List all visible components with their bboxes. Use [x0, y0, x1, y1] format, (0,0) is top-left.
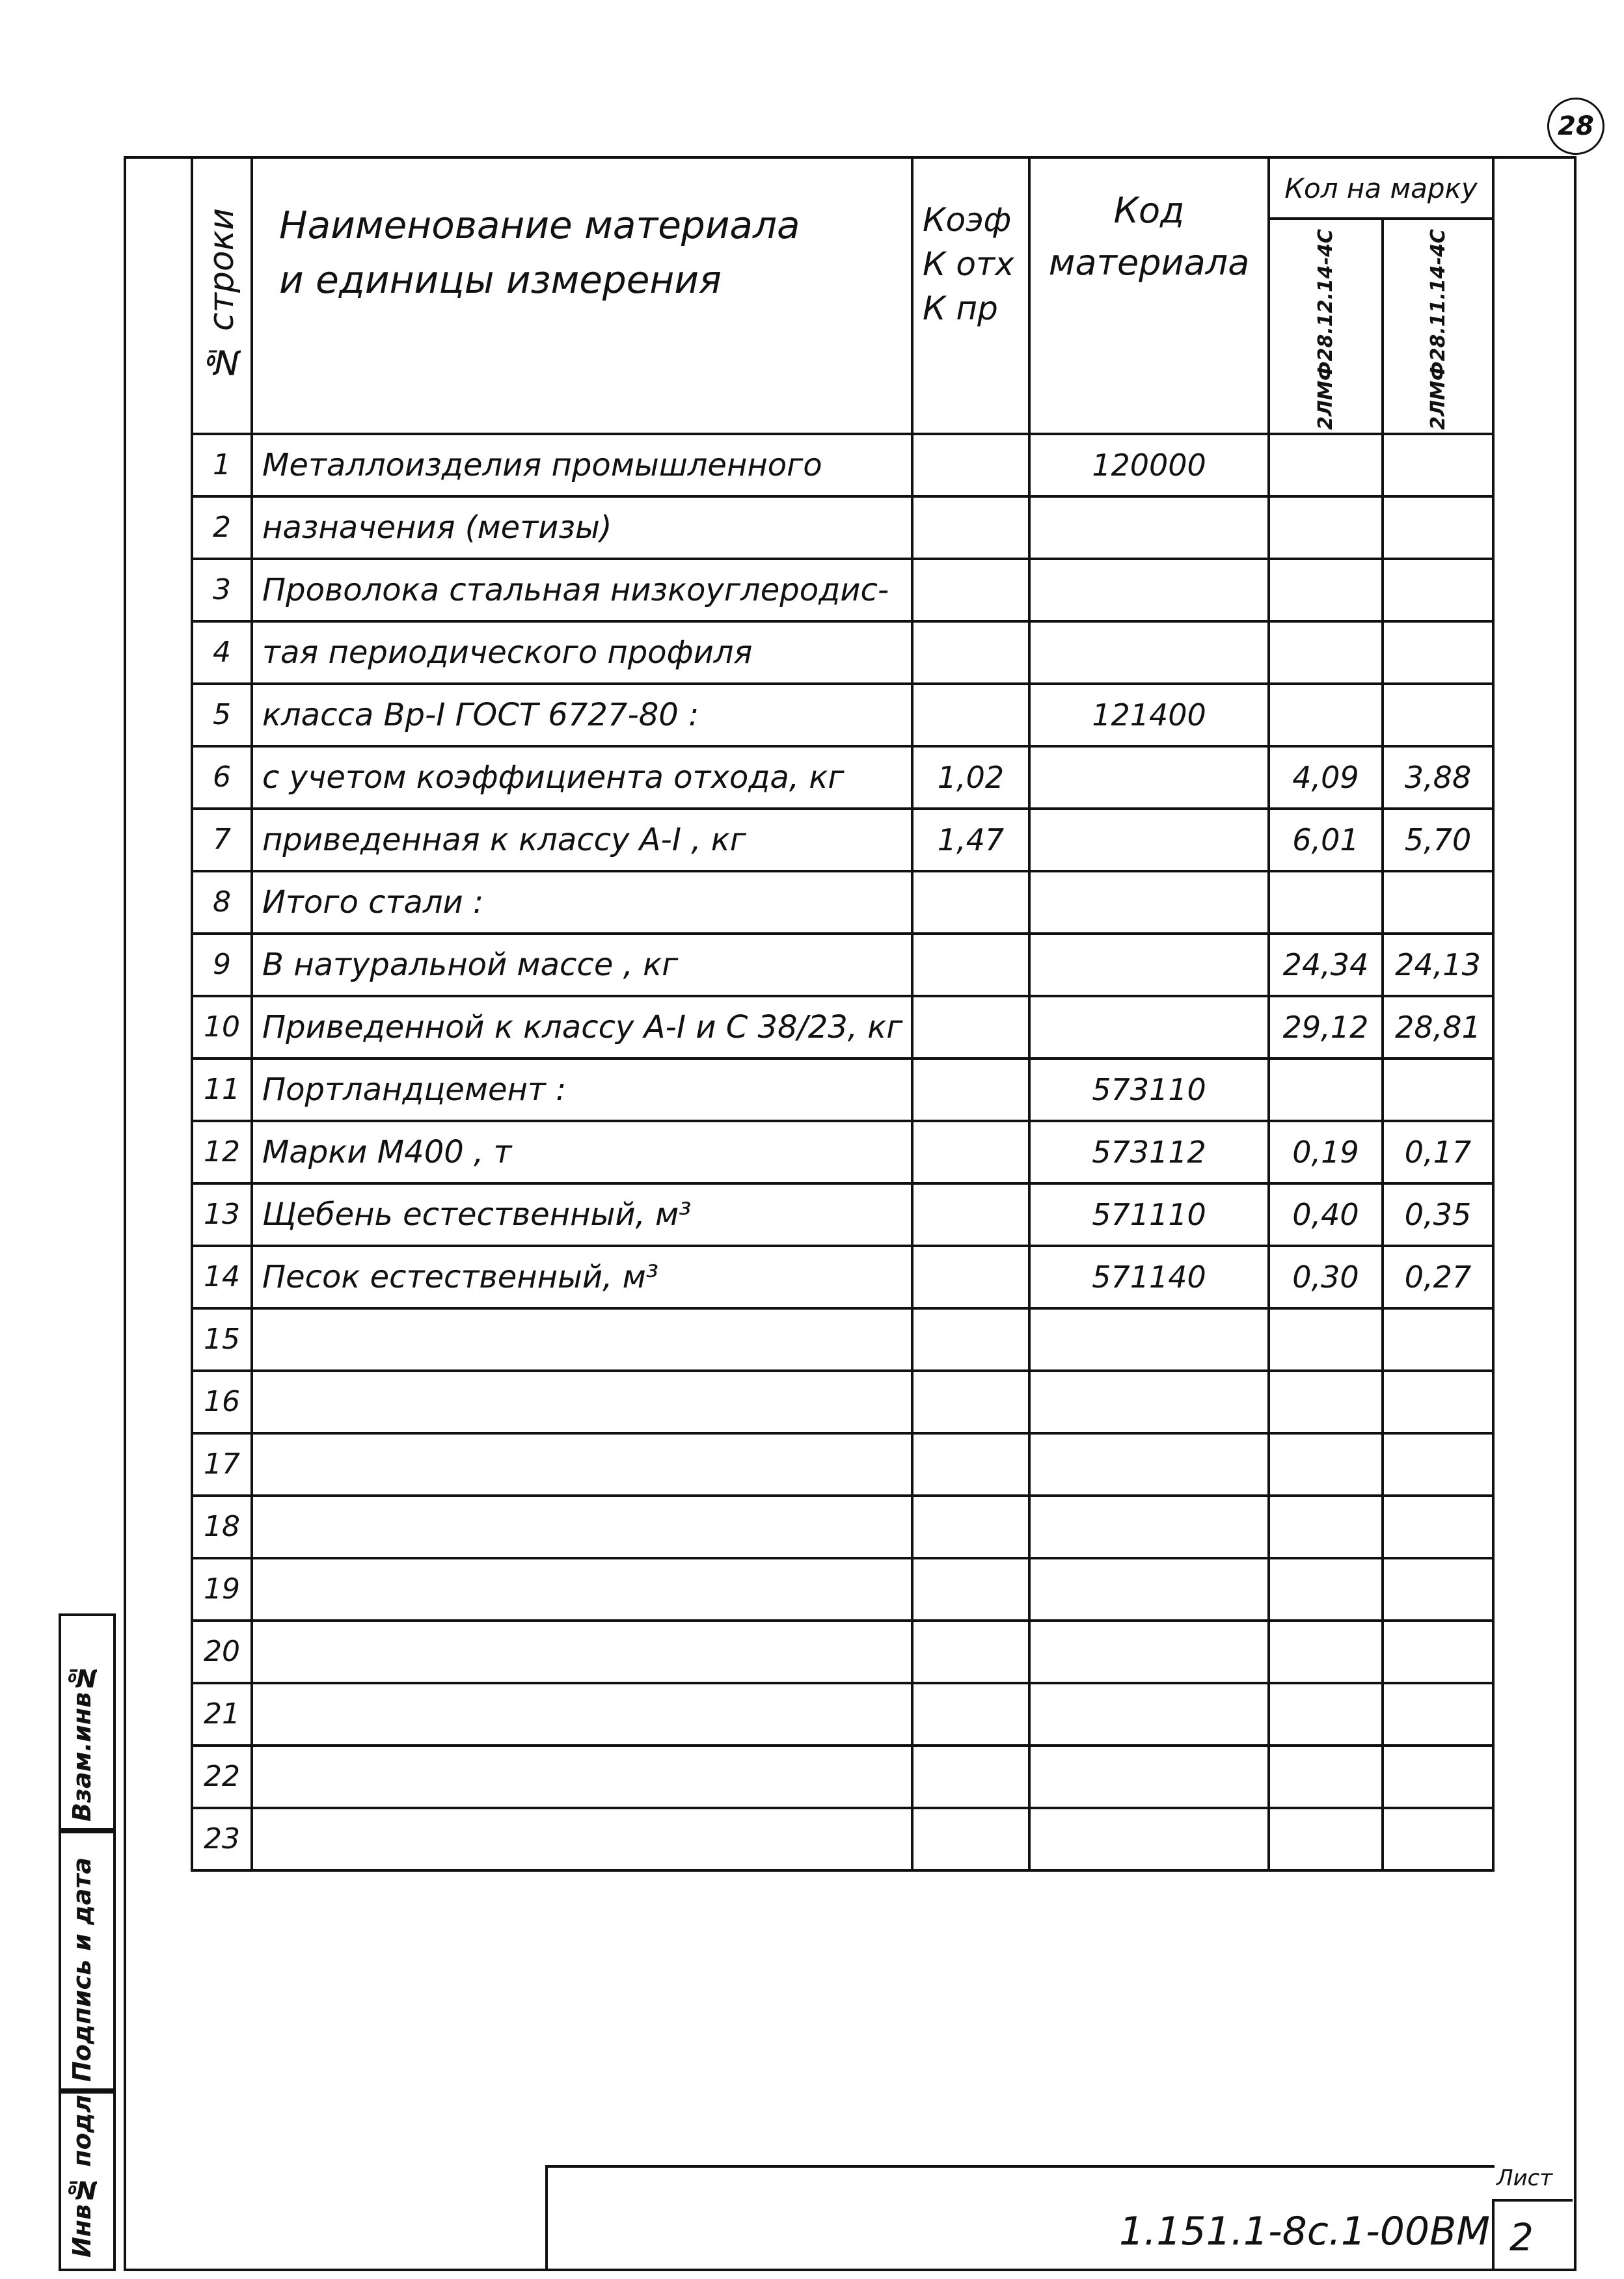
material-code-cell — [1029, 1746, 1269, 1808]
coefficient-cell — [912, 1183, 1029, 1246]
mark1-quantity-cell: 4,09 — [1269, 746, 1383, 809]
mark2-quantity-cell — [1383, 1308, 1493, 1371]
row-number-cell: 14 — [192, 1246, 252, 1308]
mark1-quantity-cell: 24,34 — [1269, 934, 1383, 996]
mark1-quantity-cell: 29,12 — [1269, 996, 1383, 1059]
mark2-quantity-cell — [1383, 1433, 1493, 1496]
sheet-circle-number: 28 — [1547, 98, 1604, 155]
row-number-cell: 10 — [192, 996, 252, 1059]
material-code-cell — [1029, 1371, 1269, 1433]
material-code-cell: 571110 — [1029, 1183, 1269, 1246]
coefficient-cell — [912, 1496, 1029, 1558]
row-number-cell: 8 — [192, 871, 252, 934]
coefficient-cell — [912, 496, 1029, 559]
material-code-cell — [1029, 496, 1269, 559]
mark2-quantity-cell: 0,35 — [1383, 1183, 1493, 1246]
material-code-cell — [1029, 621, 1269, 684]
mark1-quantity-cell — [1269, 1433, 1383, 1496]
coefficient-cell — [912, 684, 1029, 746]
mark2-quantity-cell — [1383, 1558, 1493, 1621]
table-row — [192, 809, 1493, 871]
mark1-quantity-cell — [1269, 496, 1383, 559]
mark2-quantity-cell — [1383, 1496, 1493, 1558]
row-number-cell: 4 — [192, 621, 252, 684]
mark2-quantity-cell — [1383, 559, 1493, 621]
mark2-quantity-cell: 28,81 — [1383, 996, 1493, 1059]
coefficient-cell — [912, 621, 1029, 684]
material-code-cell — [1029, 809, 1269, 871]
material-code-cell — [1029, 1433, 1269, 1496]
material-code-cell — [1029, 996, 1269, 1059]
coefficient-cell — [912, 1621, 1029, 1683]
material-name-cell: Марки М400 , т — [252, 1121, 912, 1183]
row-number-cell: 2 — [192, 496, 252, 559]
row-number-cell: 19 — [192, 1558, 252, 1621]
material-name-cell: класса Вр-I ГОСТ 6727-80 : — [252, 684, 912, 746]
table-row — [192, 1808, 1493, 1870]
mark1-quantity-cell — [1269, 684, 1383, 746]
mark1-quantity-cell — [1269, 1808, 1383, 1870]
table-row — [192, 434, 1493, 496]
mark1-quantity-cell — [1269, 559, 1383, 621]
material-name-cell — [252, 1808, 912, 1870]
material-code-cell — [1029, 1808, 1269, 1870]
coefficient-cell — [912, 996, 1029, 1059]
row-number-cell: 20 — [192, 1621, 252, 1683]
mark1-quantity-cell: 0,19 — [1269, 1121, 1383, 1183]
mark2-quantity-cell: 3,88 — [1383, 746, 1493, 809]
row-number-cell: 3 — [192, 559, 252, 621]
material-name-cell — [252, 1558, 912, 1621]
row-number-cell: 11 — [192, 1059, 252, 1121]
mark2-quantity-cell — [1383, 871, 1493, 934]
mark1-quantity-cell — [1269, 434, 1383, 496]
row-number-cell: 5 — [192, 684, 252, 746]
material-name-cell: тая периодического профиля — [252, 621, 912, 684]
material-name-cell: с учетом коэффициента отхода, кг — [252, 746, 912, 809]
header-row-number: № строки — [192, 157, 252, 434]
material-code-cell: 121400 — [1029, 684, 1269, 746]
sheet-number: 2 — [1509, 2215, 1534, 2259]
material-code-cell — [1029, 1621, 1269, 1683]
table-row — [192, 1246, 1493, 1308]
coefficient-cell — [912, 1433, 1029, 1496]
row-number-cell: 15 — [192, 1308, 252, 1371]
side-label-vzam-inv: Взам.инв№ — [68, 1663, 96, 1822]
material-code-cell — [1029, 1683, 1269, 1746]
row-number-cell: 1 — [192, 434, 252, 496]
row-number-cell: 16 — [192, 1371, 252, 1433]
table-row — [192, 1183, 1493, 1246]
table-row — [192, 1308, 1493, 1371]
header-mark-1: 2ЛМФ28.12.14-4С — [1269, 219, 1383, 434]
row-number-cell: 12 — [192, 1121, 252, 1183]
side-label-inv-podl: Инв№ подл. — [68, 2085, 96, 2258]
mark1-quantity-cell — [1269, 1683, 1383, 1746]
mark2-quantity-cell — [1383, 621, 1493, 684]
table-row — [192, 1433, 1493, 1496]
material-code-cell: 120000 — [1029, 434, 1269, 496]
mark1-quantity-cell: 0,30 — [1269, 1246, 1383, 1308]
mark1-quantity-cell — [1269, 621, 1383, 684]
mark1-quantity-cell: 0,40 — [1269, 1183, 1383, 1246]
material-name-cell: Портландцемент : — [252, 1059, 912, 1121]
mark2-quantity-cell — [1383, 684, 1493, 746]
table-row — [192, 621, 1493, 684]
coefficient-cell — [912, 1308, 1029, 1371]
table-row — [192, 496, 1493, 559]
mark2-quantity-cell: 24,13 — [1383, 934, 1493, 996]
row-number-cell: 18 — [192, 1496, 252, 1558]
header-material-code: Код материала — [1029, 157, 1269, 434]
material-name-cell: назначения (метизы) — [252, 496, 912, 559]
mark2-quantity-cell — [1383, 1808, 1493, 1870]
material-name-cell: приведенная к классу А-I , кг — [252, 809, 912, 871]
header-coefficient: Коэф К отх К пр — [912, 157, 1029, 434]
material-name-cell: Итого стали : — [252, 871, 912, 934]
mark1-quantity-cell — [1269, 1621, 1383, 1683]
mark1-quantity-cell — [1269, 1558, 1383, 1621]
mark2-quantity-cell — [1383, 1059, 1493, 1121]
coefficient-cell — [912, 1121, 1029, 1183]
coefficient-cell — [912, 1371, 1029, 1433]
coefficient-cell — [912, 871, 1029, 934]
row-number-cell: 9 — [192, 934, 252, 996]
table-row — [192, 871, 1493, 934]
row-number-cell: 23 — [192, 1808, 252, 1870]
material-code-cell — [1029, 559, 1269, 621]
material-code-cell — [1029, 1308, 1269, 1371]
table-row — [192, 1371, 1493, 1433]
table-row — [192, 1746, 1493, 1808]
material-code-cell — [1029, 746, 1269, 809]
coefficient-cell: 1,47 — [912, 809, 1029, 871]
material-code-cell: 571140 — [1029, 1246, 1269, 1308]
row-number-cell: 13 — [192, 1183, 252, 1246]
table-row — [192, 1558, 1493, 1621]
header-material-name: Наименование материала и единицы измерения — [252, 157, 912, 434]
mark2-quantity-cell: 5,70 — [1383, 809, 1493, 871]
table-row — [192, 1059, 1493, 1121]
row-number-cell: 7 — [192, 809, 252, 871]
table-row — [192, 746, 1493, 809]
mark1-quantity-cell — [1269, 871, 1383, 934]
table-row — [192, 1621, 1493, 1683]
material-name-cell — [252, 1496, 912, 1558]
coefficient-cell — [912, 434, 1029, 496]
material-name-cell — [252, 1371, 912, 1433]
side-label-podpis-data: Подпись и дата — [68, 1857, 96, 2082]
coefficient-cell — [912, 1746, 1029, 1808]
material-name-cell: В натуральной массе , кг — [252, 934, 912, 996]
material-name-cell: Щебень естественный, м³ — [252, 1183, 912, 1246]
material-name-cell: Проволока стальная низкоуглеродис- — [252, 559, 912, 621]
table-row — [192, 1121, 1493, 1183]
material-name-cell — [252, 1746, 912, 1808]
mark2-quantity-cell — [1383, 1371, 1493, 1433]
table-row — [192, 1683, 1493, 1746]
table-row — [192, 684, 1493, 746]
mark2-quantity-cell: 0,27 — [1383, 1246, 1493, 1308]
row-number-cell: 17 — [192, 1433, 252, 1496]
coefficient-cell — [912, 1808, 1029, 1870]
coefficient-cell: 1,02 — [912, 746, 1029, 809]
material-name-cell — [252, 1621, 912, 1683]
mark2-quantity-cell — [1383, 1746, 1493, 1808]
mark1-quantity-cell: 6,01 — [1269, 809, 1383, 871]
coefficient-cell — [912, 1558, 1029, 1621]
material-code-cell — [1029, 871, 1269, 934]
material-name-cell — [252, 1683, 912, 1746]
sheet-label: Лист — [1496, 2165, 1553, 2191]
mark1-quantity-cell — [1269, 1308, 1383, 1371]
mark2-quantity-cell — [1383, 1683, 1493, 1746]
mark2-quantity-cell — [1383, 434, 1493, 496]
table-row — [192, 1496, 1493, 1558]
mark1-quantity-cell — [1269, 1371, 1383, 1433]
row-number-cell: 21 — [192, 1683, 252, 1746]
table-row — [192, 934, 1493, 996]
coefficient-cell — [912, 559, 1029, 621]
header-mark-2: 2ЛМФ28.11.14-4С — [1383, 219, 1493, 434]
document-code: 1.151.1-8с.1-00ВМ — [1119, 2209, 1490, 2254]
material-code-cell — [1029, 1496, 1269, 1558]
material-code-cell — [1029, 1558, 1269, 1621]
table-row — [192, 996, 1493, 1059]
coefficient-cell — [912, 934, 1029, 996]
material-name-cell: Металлоизделия промышленного — [252, 434, 912, 496]
mark2-quantity-cell — [1383, 1621, 1493, 1683]
row-number-cell: 22 — [192, 1746, 252, 1808]
table-row — [192, 559, 1493, 621]
material-code-cell: 573110 — [1029, 1059, 1269, 1121]
coefficient-cell — [912, 1059, 1029, 1121]
mark2-quantity-cell: 0,17 — [1383, 1121, 1493, 1183]
coefficient-cell — [912, 1246, 1029, 1308]
material-code-cell: 573112 — [1029, 1121, 1269, 1183]
mark2-quantity-cell — [1383, 496, 1493, 559]
coefficient-cell — [912, 1683, 1029, 1746]
material-spec-table — [191, 156, 1495, 1872]
material-code-cell — [1029, 934, 1269, 996]
material-name-cell — [252, 1433, 912, 1496]
header-quantity-per-mark: Кол на марку — [1269, 157, 1493, 219]
mark1-quantity-cell — [1269, 1746, 1383, 1808]
row-number-cell: 6 — [192, 746, 252, 809]
material-name-cell — [252, 1308, 912, 1371]
mark1-quantity-cell — [1269, 1496, 1383, 1558]
material-name-cell: Приведенной к классу А-I и С 38/23, кг — [252, 996, 912, 1059]
material-name-cell: Песок естественный, м³ — [252, 1246, 912, 1308]
mark1-quantity-cell — [1269, 1059, 1383, 1121]
